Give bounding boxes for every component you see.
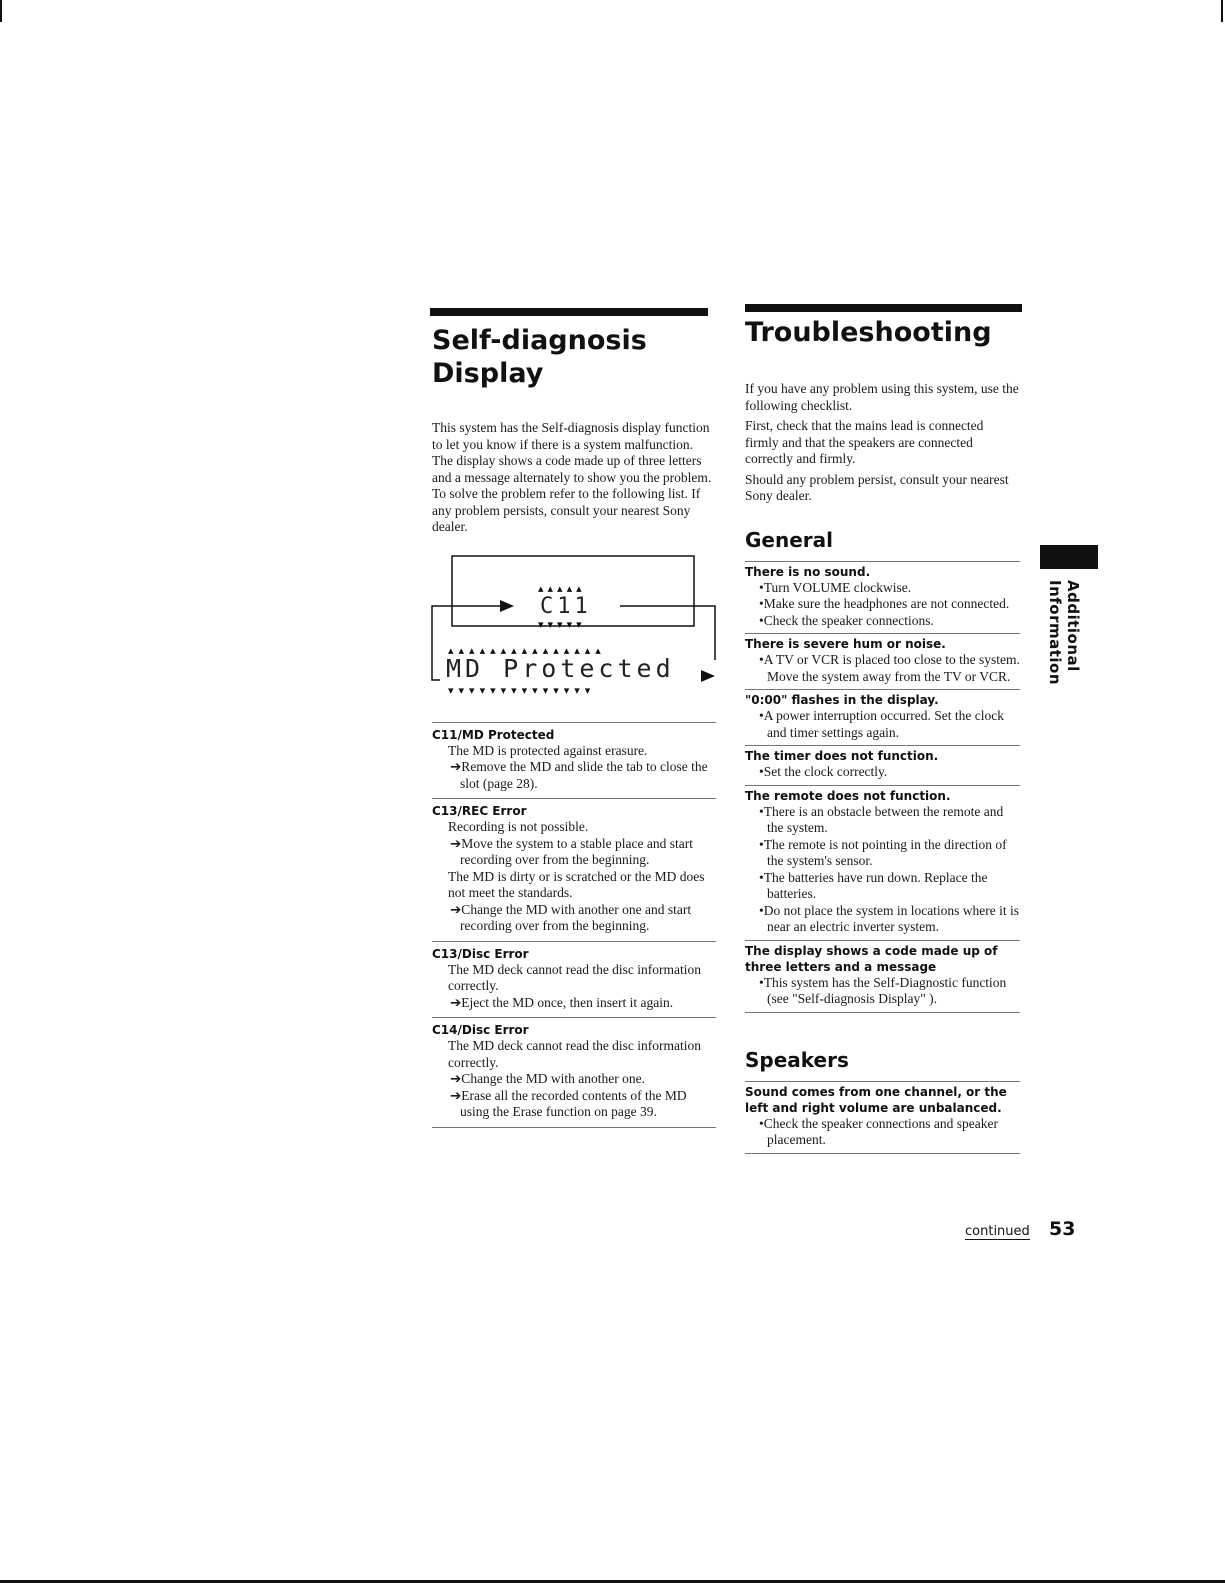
problem-entry: [745, 785, 1020, 936]
scan-mark-left: [0, 0, 2, 22]
scan-mark-right: [1221, 0, 1223, 22]
continued-label: continued: [965, 1224, 1030, 1239]
troubleshooting-sections: [745, 527, 1020, 1154]
title-rule: [745, 304, 1022, 312]
error-code-list: [432, 722, 716, 1128]
section-end-rule: [745, 1153, 1020, 1154]
title-rule: [430, 308, 708, 316]
code-top-ticks: ▴▴▴▴▴: [538, 581, 586, 595]
code-bottom-ticks: ▾▾▾▾▾: [538, 617, 586, 631]
problem-heading: There is severe hum or noise.: [745, 637, 946, 651]
error-description: The MD is protected against erasure.: [448, 742, 648, 758]
error-code-heading: C13/Disc Error: [432, 946, 529, 961]
problem-heading: "0:00" flashes in the display.: [745, 693, 939, 707]
error-description: The MD deck cannot read the disc information correctly.: [448, 961, 702, 993]
problem-entry: [745, 689, 1020, 741]
display-code: C11: [540, 593, 592, 619]
remedy-item: •Turn VOLUME clockwise.: [759, 579, 912, 595]
error-remedy: ➔Move the system to a stable place and start recording over from the beginning.: [450, 835, 693, 867]
message-top-ticks: ▴▴▴▴▴▴▴▴▴▴▴▴▴▴▴: [448, 643, 606, 657]
section-heading: General: [745, 527, 833, 552]
remedy-item: •Make sure the headphones are not connected.: [759, 596, 1010, 611]
error-remedy: ➔Erase all the recorded contents of the MD using the Erase function on page 39.: [450, 1087, 687, 1119]
error-code-heading: C11/MD Protected: [432, 727, 555, 742]
remedy-item: •Check the speaker connections and speaker placement.: [759, 1115, 999, 1147]
error-entry: [432, 1017, 716, 1121]
error-remedy: ➔Eject the MD once, then insert it again.: [450, 994, 674, 1010]
remedy-item: •A TV or VCR is placed too close to the system. Move the system away from the TV or VCR.: [759, 652, 1020, 684]
error-remedy: ➔Change the MD with another one and start recording over from the beginning.: [450, 901, 692, 933]
remedy-item: •A power interruption occurred. Set the clock and timer settings again.: [759, 708, 1005, 740]
intro-paragraph: Should any problem persist, consult your nearest Sony dealer.: [745, 471, 1009, 503]
problem-heading: The remote does not function.: [745, 788, 951, 803]
error-remedy: ➔Remove the MD and slide the tab to close the slot (page 28).: [450, 759, 708, 791]
remedy-item: •Check the speaker connections.: [759, 612, 934, 628]
error-remedy: ➔Change the MD with another one.: [450, 1071, 646, 1086]
problem-entry: [745, 940, 1020, 1008]
remedy-item: •There is an obstacle between the remote and the system.: [759, 803, 1004, 835]
error-description: Recording is not possible.: [448, 819, 589, 834]
intro-paragraph: If you have any problem using this system, use the following checklist.: [745, 381, 1019, 413]
self-diagnosis-title: Self-diagnosis Display: [432, 325, 647, 389]
error-code-heading: C14/Disc Error: [432, 1023, 529, 1037]
section-tab-marker: [1040, 545, 1098, 569]
error-description: The MD is dirty or is scratched or the MD does not meet the standards.: [448, 868, 705, 900]
self-diagnosis-column: [432, 300, 716, 1128]
troubleshooting-column: [745, 300, 1020, 1154]
display-diagram: [430, 554, 720, 704]
problem-entry: [745, 561, 1020, 630]
problem-entry: [745, 633, 1020, 685]
problem-heading: The display shows a code made up of three letters and a message: [745, 943, 998, 974]
section-end-rule: [745, 1012, 1020, 1013]
error-entry: [432, 722, 716, 793]
error-code-heading: C13/REC Error: [432, 804, 527, 818]
remedy-item: •The remote is not pointing in the direction of the system's sensor.: [759, 836, 1007, 868]
message-bottom-ticks: ▾▾▾▾▾▾▾▾▾▾▾▾▾▾: [448, 683, 596, 697]
display-message: MD Protected: [446, 653, 675, 683]
side-section-label: Additional Information: [1046, 580, 1082, 686]
intro-paragraph: First, check that the mains lead is connected firmly and that the speakers are connected correctly and firmly.: [745, 418, 984, 466]
problem-heading: There is no sound.: [745, 564, 871, 579]
self-diagnosis-intro: This system has the Self-diagnosis display function to let you know if there is a system malfunction. The display shows a code made up of three letters and a message alternately to show you the problem. To solve the problem refer to the following list. If any problem persists, consult your nearest Sony dealer.: [432, 420, 712, 534]
troubleshooting-intro: [745, 381, 1020, 505]
section-heading: Speakers: [745, 1047, 849, 1072]
problem-heading: Sound comes from one channel, or the left and right volume are unbalanced.: [745, 1084, 1007, 1115]
problem-heading: The timer does not function.: [745, 749, 939, 763]
remedy-item: •Set the clock correctly.: [759, 764, 888, 779]
error-entry: [432, 941, 716, 1012]
remedy-item: •Do not place the system in locations where it is near an electric inverter system.: [759, 902, 1020, 934]
list-end-rule: [432, 1127, 716, 1128]
remedy-item: •This system has the Self-Diagnostic function (see "Self-diagnosis Display" ).: [759, 974, 1007, 1006]
error-description: The MD deck cannot read the disc information correctly.: [448, 1038, 702, 1070]
page-number: 53: [1049, 1218, 1076, 1240]
troubleshooting-title: Troubleshooting: [745, 317, 992, 348]
problem-entry: [745, 1081, 1020, 1149]
problem-entry: [745, 745, 1020, 781]
remedy-item: •The batteries have run down. Replace the batteries.: [759, 869, 988, 901]
error-entry: [432, 798, 716, 935]
